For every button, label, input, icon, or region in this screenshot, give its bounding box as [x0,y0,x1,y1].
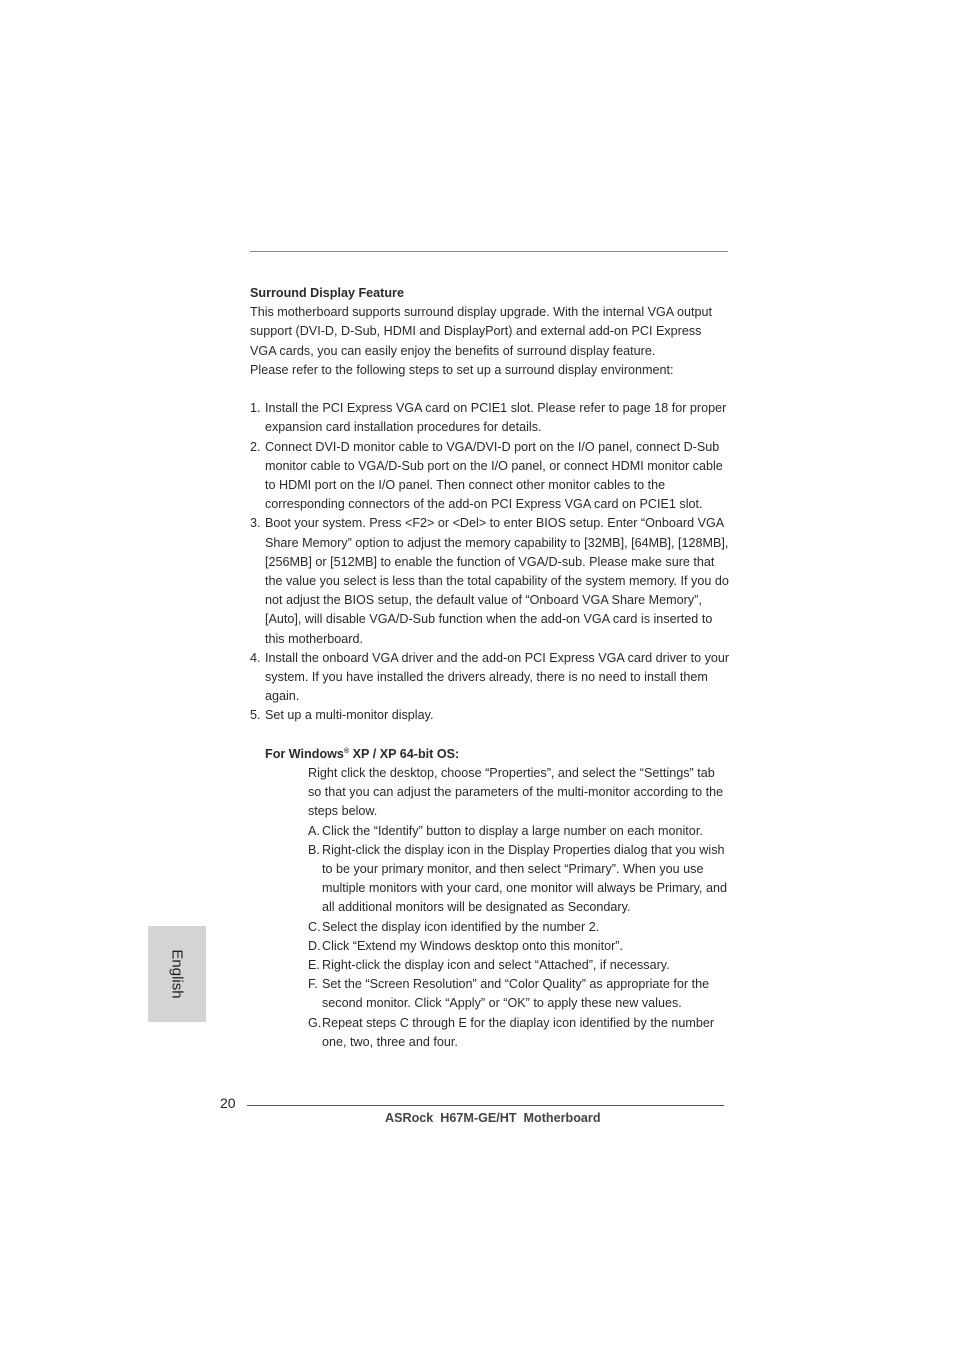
step-text: Set up a multi-monitor display. [265,708,434,723]
step-letter: C. [308,919,321,934]
setup-step [250,706,730,725]
intro-paragraph: This motherboard supports surround display upgrade. With the internal VGA output support (DVI-D, D-Sub, HDMI and DisplayPort) and external add-on PCI Express VGA cards, you can easily enjoy the benefits of surround display feature. [250,305,713,358]
windows-step [308,975,730,1013]
step-letter: D. [308,938,321,953]
windows-steps-list [308,822,730,1052]
step-letter: E. [308,958,320,973]
registered-mark: ® [343,747,350,755]
footer-divider [247,1105,724,1106]
windows-intro: Right click the desktop, choose “Properties”, and select the “Settings” tab so that you can adjust the parameters of the multi-monitor according to the steps below. [308,766,724,819]
step-text: Install the onboard VGA driver and the add-on PCI Express VGA card driver to your system. If you have installed the drivers already, there is no need to install them again. [265,650,730,704]
windows-step [308,918,730,937]
refer-paragraph: Please refer to the following steps to set up a surround display environment: [250,362,674,377]
setup-step [250,438,730,515]
footer-product-name: ASRock H67M-GE/HT Motherboard [385,1111,601,1125]
setup-steps-list [250,399,730,725]
main-content [250,284,730,1052]
windows-step [308,841,730,918]
step-text: Install the PCI Express VGA card on PCIE1 slot. Please refer to page 18 for proper expansion card installation procedures for details. [265,401,727,435]
step-text: Select the display icon identified by the number 2. [322,919,600,934]
page-number: 20 [220,1095,236,1111]
setup-step [250,649,730,707]
step-number: 3. [250,516,261,531]
step-number: 1. [250,401,261,416]
setup-step [250,514,730,648]
windows-step [308,1014,730,1052]
step-text: Right-click the display icon and select “Attached”, if necessary. [322,958,670,973]
header-divider [250,251,728,252]
windows-step [308,956,730,975]
step-text: Connect DVI-D monitor cable to VGA/DVI-D port on the I/O panel, connect D-Sub monitor cable to VGA/D-Sub port on the I/O panel, or connect HDMI monitor cable to HDMI port on the I/O panel. Then connect other monitor cables to the corresponding connectors of the add-on PCI Express VGA card on PCIE1 slot. [265,439,723,512]
step-number: 5. [250,708,261,723]
step-text: Set the “Screen Resolution” and “Color Quality” as appropriate for the second monitor. Click “Apply” or “OK” to apply these new values. [322,977,710,1011]
step-letter: A. [308,823,320,838]
section-title: Surround Display Feature [250,286,404,300]
setup-step [250,399,730,437]
step-letter: G. [308,1015,322,1030]
language-side-tab [148,926,206,1022]
step-text: Right-click the display icon in the Display Properties dialog that you wish to be your primary monitor, and then select “Primary”. When you use multiple monitors with your card, one monitor will always be Primary, and all additional monitors will be designated as Secondary. [322,842,728,915]
step-text: Click “Extend my Windows desktop onto this monitor”. [322,938,623,953]
step-letter: B. [308,842,320,857]
step-letter: F. [308,977,318,992]
windows-step [308,822,730,841]
language-label: English [168,949,186,999]
step-text: Click the “Identify” button to display a large number on each monitor. [322,823,703,838]
step-text: Boot your system. Press <F2> or <Del> to enter BIOS setup. Enter “Onboard VGA Share Memory” option to adjust the memory capability to [32MB], [64MB], [128MB], [256MB] or [512MB] to enable the function of VGA/D-sub. Please make sure that the value you select is less than the total capability of the system memory. If you do not adjust the BIOS setup, the default value of “Onboard VGA Share Memory”, [Auto], will disable VGA/D-Sub function when the add-on VGA card is inserted to this motherboard. [265,516,729,646]
windows-subheading: For Windows® XP / XP 64-bit OS: [265,746,460,761]
windows-step [308,937,730,956]
step-number: 2. [250,439,261,454]
step-text: Repeat steps C through E for the diaplay icon identified by the number one, two, three and four. [322,1015,715,1049]
step-number: 4. [250,650,261,665]
